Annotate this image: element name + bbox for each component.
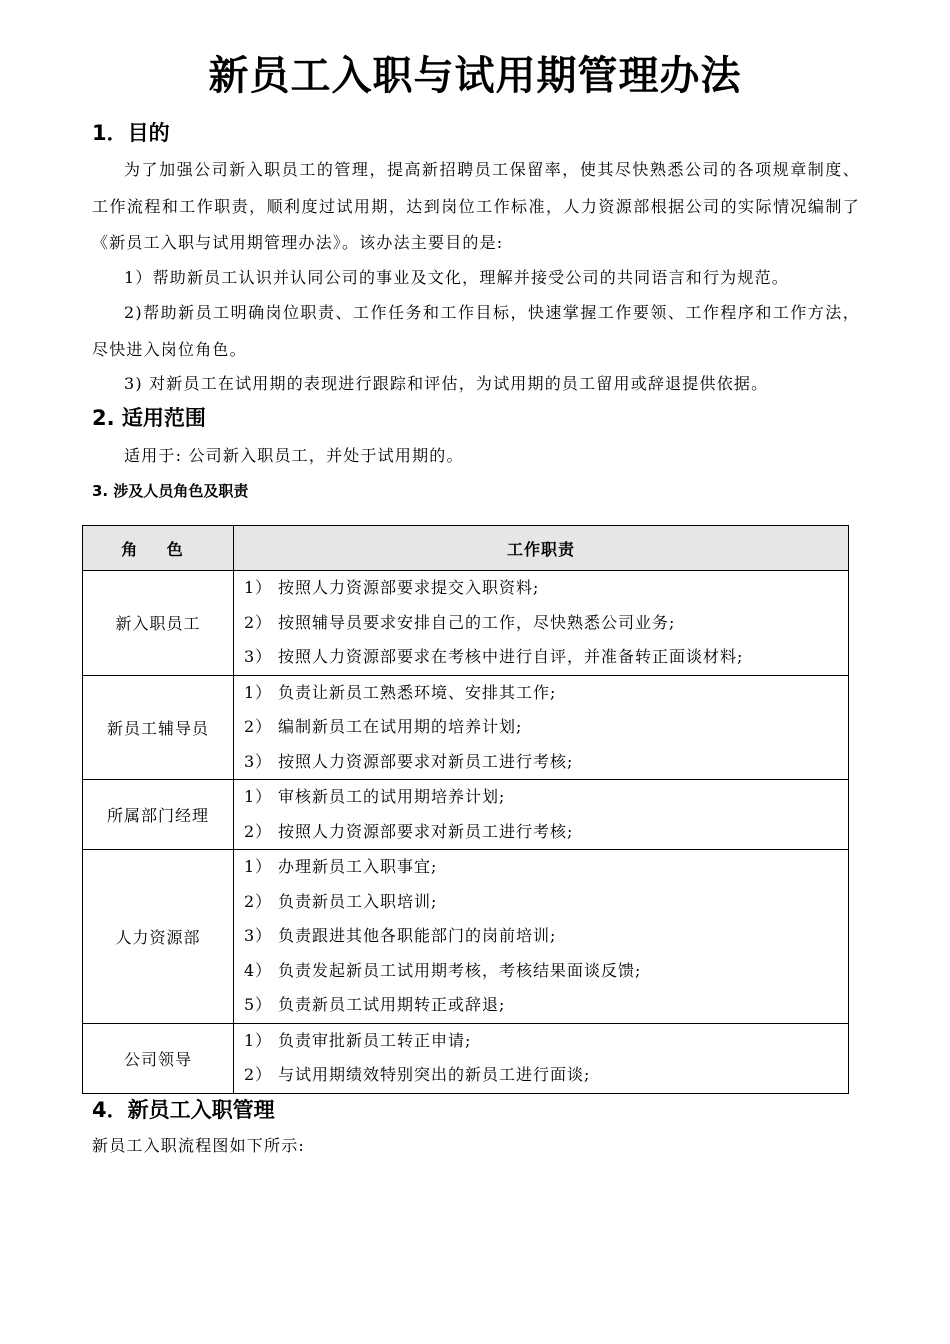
duty-number: 1）: [244, 787, 273, 806]
duty-number: 5）: [244, 995, 273, 1014]
table-row: [83, 675, 849, 780]
section-3-heading: 3. 涉及人员角色及职责: [92, 482, 249, 500]
role-cell: 公司领导: [83, 1023, 234, 1093]
duty-text: 与试用期绩效特别突出的新员工进行面谈;: [278, 1065, 591, 1084]
duty-item: [244, 850, 848, 885]
duty-number: 3）: [244, 751, 273, 771]
roles-table: [82, 525, 849, 1094]
duty-text: 编制新员工在试用期的培养计划;: [278, 717, 523, 736]
duty-number: 2）: [244, 1065, 273, 1084]
section-1-point-3: 3) 对新员工在试用期的表现进行跟踪和评估，为试用期的员工留用或辞退提供依据。: [124, 374, 769, 393]
duty-item: [244, 640, 848, 675]
section-1-paragraph: 为了加强公司新入职员工的管理，提高新招聘员工保留率，使其尽快熟悉公司的各项规章制度、工作流程和工作职责，顺利度过试用期，达到岗位工作标准，人力资源部根据公司的实际情况编制了《新员工入职与试用期管理办法》。该办法主要目的是:: [92, 160, 860, 252]
roles-table-body: [83, 571, 849, 1094]
duty-text: 负责新员工试用期转正或辞退;: [278, 995, 506, 1014]
section-1-point-2: 2)帮助新员工明确岗位职责、工作任务和工作目标，快速掌握工作要领、工作程序和工作方法，尽快进入岗位角色。: [92, 303, 860, 359]
duty-text: 负责新员工入职培训;: [278, 891, 438, 911]
header-role: 角 色: [83, 526, 234, 571]
duty-number: 1）: [244, 1030, 273, 1050]
duty-item: [244, 676, 848, 711]
duty-item: [244, 571, 848, 606]
section-1-point-1: 1）帮助新员工认识并认同公司的事业及文化，理解并接受公司的共同语言和行为规范。: [124, 268, 789, 287]
duty-item: [244, 745, 848, 780]
duty-item: [244, 919, 848, 954]
duty-text: 负责让新员工熟悉环境、安排其工作;: [278, 682, 557, 702]
duty-number: 1）: [244, 578, 273, 597]
duty-text: 按照人力资源部要求对新员工进行考核;: [278, 751, 574, 771]
duty-text: 按照辅导员要求安排自己的工作，尽快熟悉公司业务;: [278, 612, 676, 632]
duty-item: [244, 885, 848, 920]
duty-number: 2）: [244, 717, 273, 736]
duty-text: 审核新员工的试用期培养计划;: [278, 787, 506, 806]
section-2-heading: 2. 适用范围: [92, 406, 206, 430]
duty-item: [244, 710, 848, 745]
duty-item: [244, 954, 848, 989]
duty-text: 按照人力资源部要求提交入职资料;: [278, 578, 540, 597]
document-title: 新员工入职与试用期管理办法: [208, 53, 742, 99]
duty-number: 3）: [244, 647, 273, 666]
section-2-text: 适用于: 公司新入职员工，并处于试用期的。: [124, 446, 464, 465]
duty-text: 按照人力资源部要求对新员工进行考核;: [278, 821, 574, 841]
duty-number: 1）: [244, 857, 273, 876]
section-1-heading: 1．目的: [92, 121, 170, 145]
duties-cell: [234, 780, 849, 850]
duties-cell: [234, 1023, 849, 1093]
duty-item: [244, 815, 848, 850]
duty-number: 2）: [244, 612, 273, 632]
duties-cell: [234, 675, 849, 780]
duties-cell: [234, 850, 849, 1024]
table-row: [83, 780, 849, 850]
duty-text: 按照人力资源部要求在考核中进行自评，并准备转正面谈材料;: [278, 647, 744, 666]
table-row: [83, 850, 849, 1024]
duty-item: [244, 1024, 848, 1059]
duty-item: [244, 606, 848, 641]
table-row: [83, 571, 849, 676]
duty-text: 负责跟进其他各职能部门的岗前培训;: [278, 926, 557, 945]
duty-number: 3）: [244, 926, 273, 945]
section-4-text: 新员工入职流程图如下所示:: [92, 1136, 305, 1155]
duty-item: [244, 988, 848, 1023]
section-4-heading: 4．新员工入职管理: [92, 1098, 275, 1122]
table-row: [83, 1023, 849, 1093]
role-cell: 新入职员工: [83, 571, 234, 676]
duty-text: 办理新员工入职事宜;: [278, 857, 438, 876]
duty-item: [244, 780, 848, 815]
duty-number: 1）: [244, 682, 273, 702]
role-cell: 新员工辅导员: [83, 675, 234, 780]
header-duties: 工作职责: [234, 526, 849, 571]
duty-number: 4）: [244, 960, 273, 980]
duties-cell: [234, 571, 849, 676]
duty-number: 2）: [244, 891, 273, 911]
duty-item: [244, 1058, 848, 1093]
duty-text: 负责审批新员工转正申请;: [278, 1030, 472, 1050]
duty-number: 2）: [244, 821, 273, 841]
role-cell: 人力资源部: [83, 850, 234, 1024]
role-cell: 所属部门经理: [83, 780, 234, 850]
table-header-row: [83, 526, 849, 571]
duty-text: 负责发起新员工试用期考核，考核结果面谈反馈;: [278, 960, 642, 980]
